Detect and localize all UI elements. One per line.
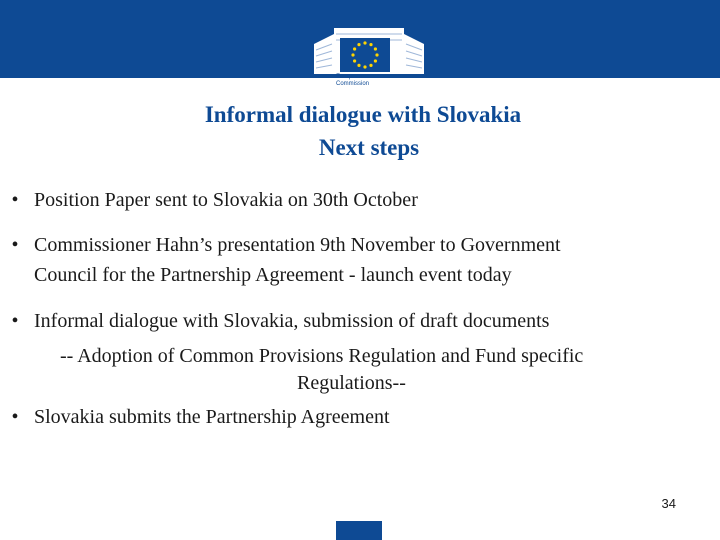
logo-text-line1: European [336,74,363,80]
logo-text-line2: Commission [336,81,370,87]
bullet-icon: • [11,234,19,256]
title-line2: Next steps [318,135,420,160]
sub-note-line2: Regulations-- [297,372,406,394]
slide-number: 34 [661,496,676,511]
bullet-text-continuation: Council for the Partnership Agreement - launch event today [34,264,512,286]
bullet-icon: • [11,310,19,332]
bullet-text: Commissioner Hahn’s presentation 9th November to Government [34,234,561,256]
bullet-text: Position Paper sent to Slovakia on 30th October [34,189,418,211]
bullet-text: Slovakia submits the Partnership Agreement [34,406,390,428]
bullet-icon: • [11,189,19,211]
footer-bar [336,521,382,540]
title-line1: Informal dialogue with Slovakia [204,102,522,127]
slide-title [0,98,720,164]
logo-text [336,74,369,88]
bullet-icon: • [11,406,19,428]
bullet-text: Informal dialogue with Slovakia, submission of draft documents [34,310,550,332]
sub-note-line1: -- Adoption of Common Provisions Regulation and Fund specific [60,345,584,367]
